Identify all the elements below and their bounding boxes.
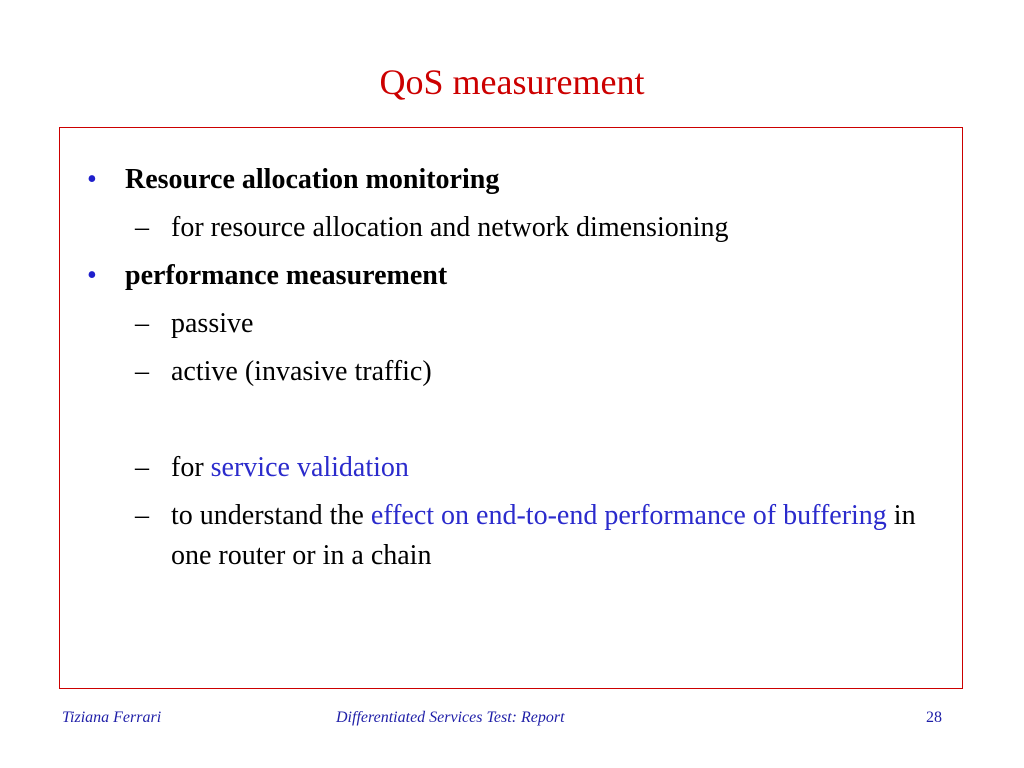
highlight-text: service validation: [210, 452, 409, 483]
footer-author: Tiziana Ferrari: [62, 709, 162, 726]
dash-icon: –: [135, 500, 149, 531]
highlight-text: effect on end-to-end performance of buffering: [370, 500, 887, 531]
dash-icon: –: [135, 356, 149, 387]
bullet-icon: •: [87, 260, 97, 291]
sub-item-text: for resource allocation and network dimensioning: [171, 212, 729, 243]
sub-item-text: active (invasive traffic): [171, 356, 432, 387]
slide-title: QoS measurement: [379, 62, 645, 102]
bullet-item: [87, 256, 927, 296]
sub-item: [87, 352, 927, 392]
slide-content: [87, 160, 927, 584]
sub-item: [87, 496, 927, 576]
bullet-text: performance measurement: [125, 260, 448, 291]
sub-item-text: passive: [171, 308, 254, 339]
dash-icon: –: [135, 212, 149, 243]
sub-item: [87, 208, 927, 248]
sub-item: [87, 448, 927, 488]
spacer: [87, 400, 927, 448]
sub-item-prefix: for: [171, 452, 211, 483]
sub-item: [87, 304, 927, 344]
bullet-icon: •: [87, 164, 97, 195]
dash-icon: –: [135, 308, 149, 339]
footer-report-title: Differentiated Services Test: Report: [336, 709, 565, 726]
bullet-text: Resource allocation monitoring: [125, 164, 500, 195]
sub-item-prefix: to understand the: [171, 500, 371, 531]
sub-item-suffix: in one router or in a chain: [171, 500, 916, 571]
footer-page-number: 28: [926, 709, 942, 726]
bullet-item: [87, 160, 927, 200]
dash-icon: –: [135, 452, 149, 483]
